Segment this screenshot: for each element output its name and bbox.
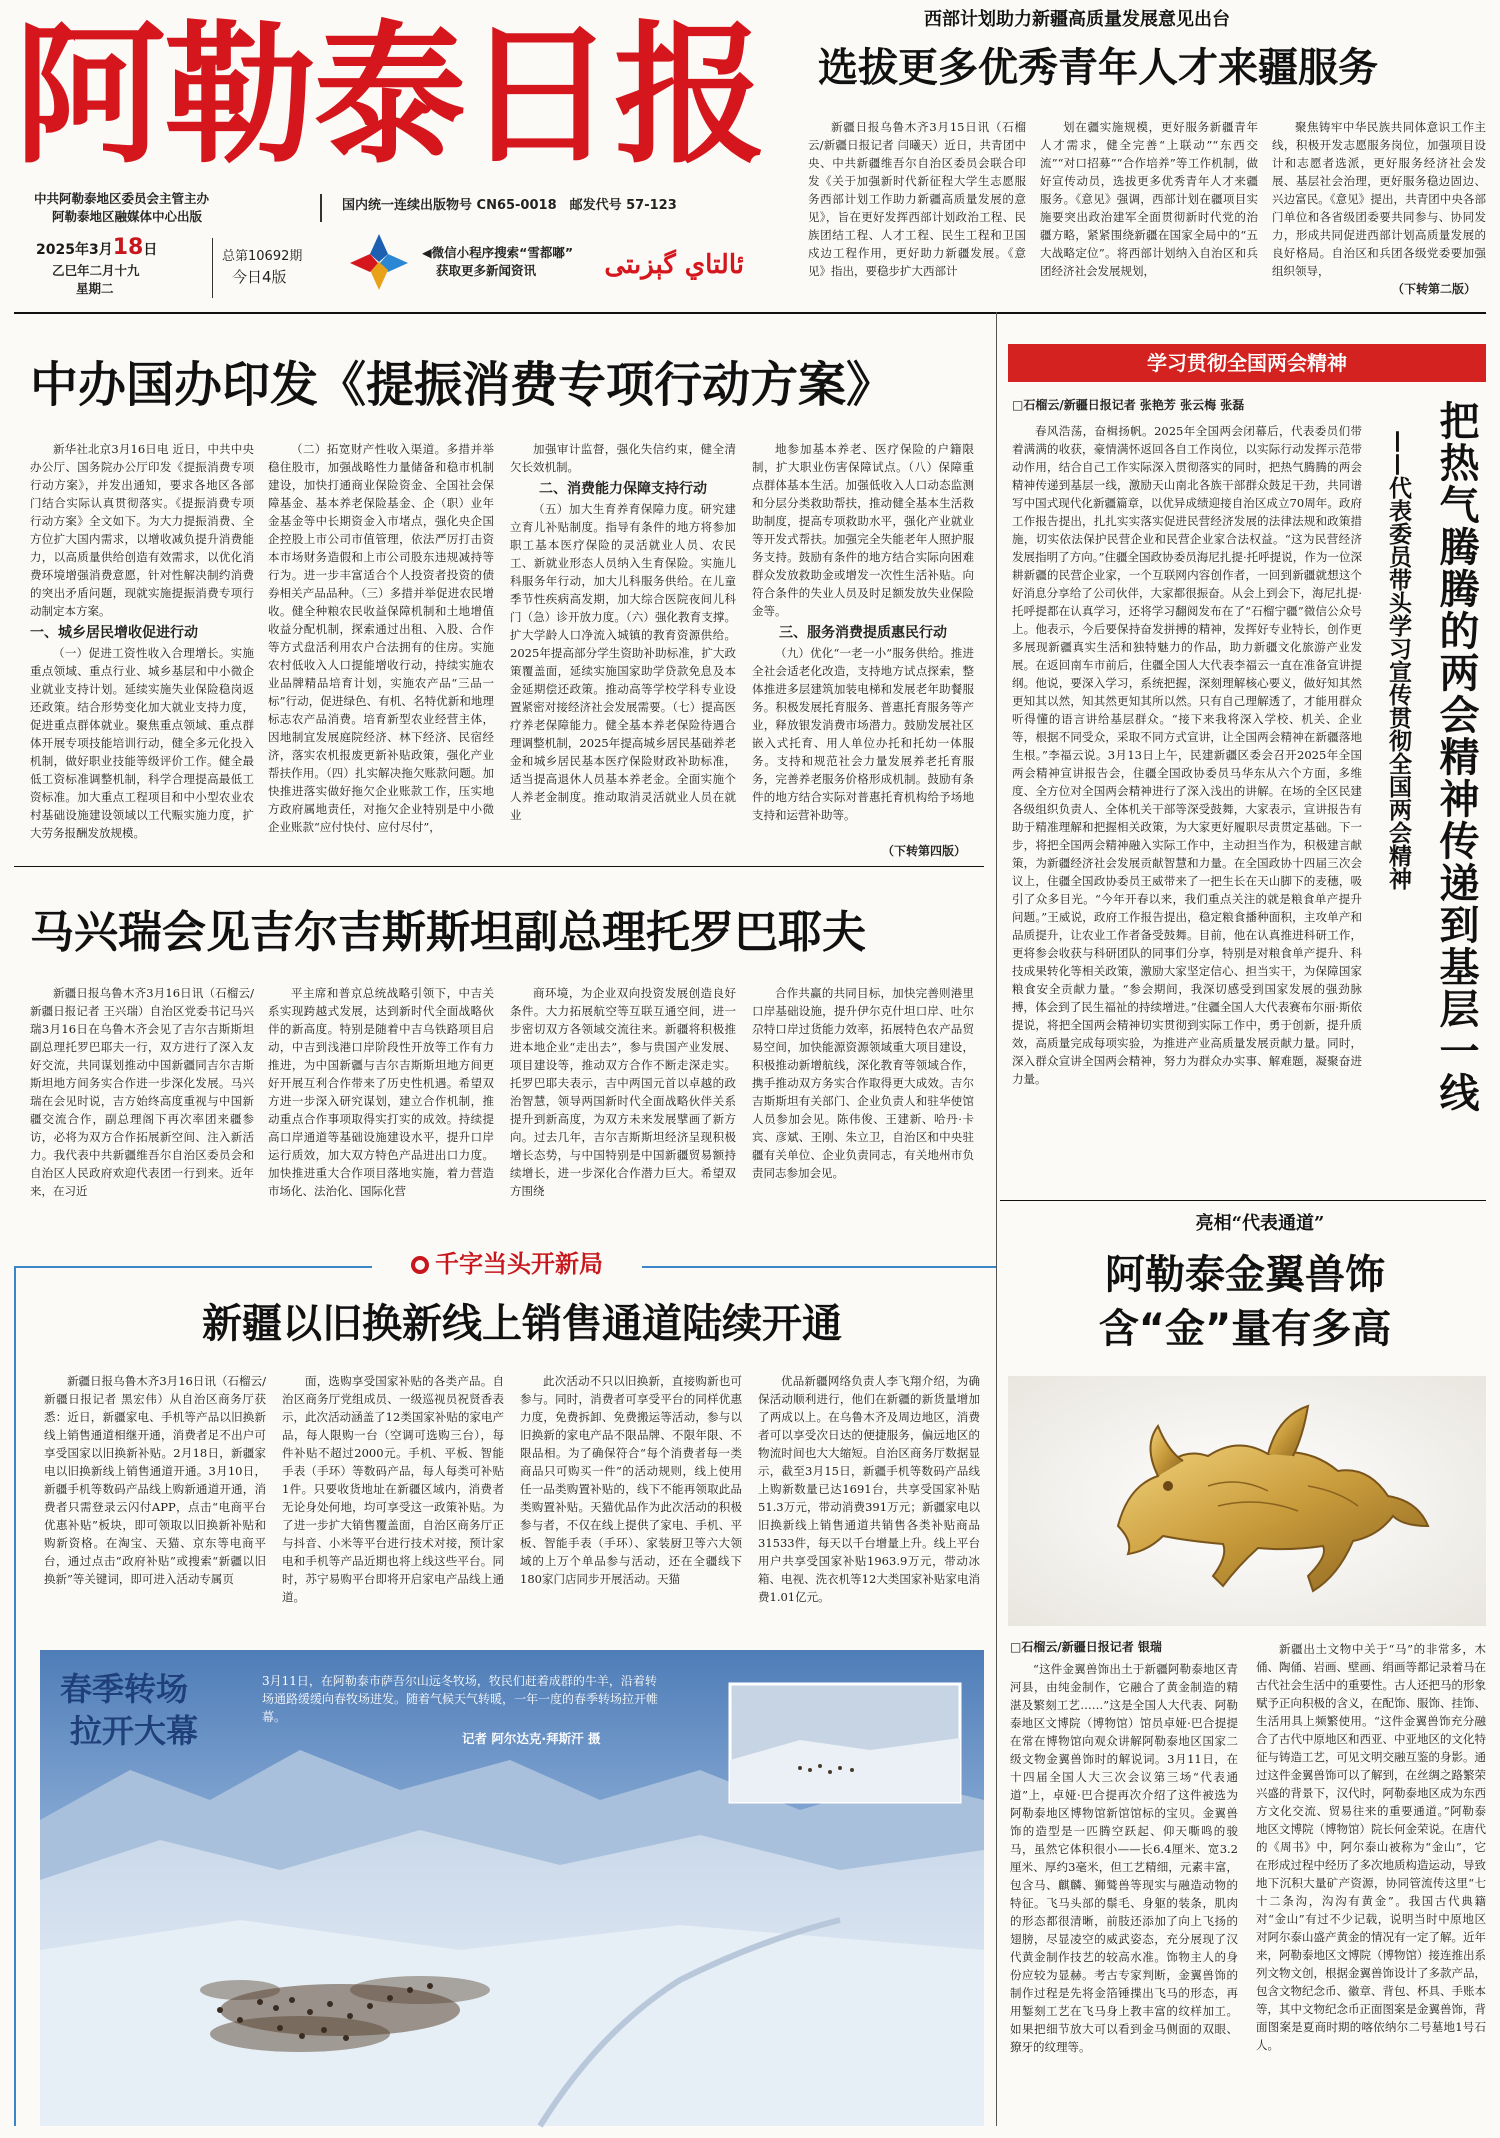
top-story-headline: 选拔更多优秀青年人才来疆服务 xyxy=(818,45,1378,91)
date-line xyxy=(36,235,196,260)
masthead-sponsor: 中共阿勒泰地区委员会主管主办 xyxy=(34,191,210,206)
consumption-col-4: 地参加基本养老、医疗保险的户籍限制，扩大职业伤害保障试点。（八）保障重点群体基本生活。加强低收入人口动态监测和分层分类救助帮扶，推动健全基本生活救助制度，提高专项救助水平，强化产业就业等开发式帮扶。加强完全失能老年人照护服务支持。鼓励有条件的地方结合实际向困难群众发放救助金或增发一次性生活补贴。向符合条件的失业人员及时足额发放失业保险金等。 三、服务消费提质惠民行动 （九）优化“一老一小”服务供给。推进全社会适老化改造，支持地方试点探索，整体推进多层建筑加装电梯和发展老年助餐服务。积极发展托育服务、普惠托育服务等产业，释放银发消费市场潜力。鼓励发展社区嵌入式托育、用人单位办托和托幼一体服务。支持和规范社会力量发展养老托育服务，完善养老服务价格形成机制。鼓励有条件的地方结合实际对普惠托育机构给予场地支持和运营补助等。 xyxy=(752,442,974,822)
online-col-4: 优品新疆网络负责人李飞翔介绍，为确保活动顺利进行，他们在新疆的新货量增加了两成以上。在乌鲁木齐及周边地区，消费者可以享受次日达的便捷服务，偏远地区的物流时间也大大缩短。自治区商务厅数据显示，截至3月15日，新疆手机等数码产品线上购新数量已达1691台，共享受国家补贴51.3万元，带动消费391万元；新疆家电以旧换新线上销售通道共销售各类补贴商品31533件，每天以千台增量上升。线上平台用户共享受国家补贴1963.9万元，带动冰箱、电视、洗衣机等12大类国家补贴家电消费1.01亿元。 xyxy=(758,1374,980,1604)
consumption-jump: （下转第四版） xyxy=(882,844,967,858)
consumption-headline: 中办国办印发《提振消费专项行动方案》 xyxy=(30,357,895,413)
issue-number: 总第10692期 xyxy=(222,249,303,264)
consumption-section-1-heading: 一、城乡居民增收促进行动 xyxy=(30,625,198,641)
top-story-kicker: 西部计划助力新疆高质量发展意见出台 xyxy=(924,9,1230,30)
consumption-col-2: （二）拓宽财产性收入渠道。多措并举稳住股市，加强战略性力量储备和稳市机制建设，加快打通商业保险资金、全国社会保障基金、基本养老保险基金、企（职）业年金基金等中长期资金入市堵点，强化央企国企控股上市公司市值管理，依法严厉打击资本市场财务造假和上市公司股东违规减持等行为。进一步丰富适合个人投资者投资的债券相关产品品种。（三）多措并举促进农民增收。健全种粮农民收益保障机制和土地增值收益分配机制，探索通过出租、入股、合作等方式盘活利用农户合法拥有的住房。实施农村低收入人口提能增收行动，持续实施农业品牌精品培育计划，实施农产品“三品一标”行动，促进绿色、有机、名特优新和地理标志农产品消费。培育新型农业经营主体，因地制宜发展庭院经济、林下经济、民宿经济，落实农机报废更新补贴政策，强化产业帮扶作用。（四）扎实解决拖欠账款问题。加快推进落实做好拖欠企业账款工作，压实地方政府属地责任，对拖欠企业特别是中小微企业账款“应付快付、应付尽付”， xyxy=(268,442,494,834)
two-sessions-byline: □石榴云/新疆日报记者 张艳芳 张云梅 张磊 xyxy=(1012,398,1245,412)
ma-story-headline: 马兴瑞会见吉尔吉斯斯坦副总理托罗巴耶夫 xyxy=(30,907,866,958)
ma-story-col-1: 新疆日报乌鲁木齐3月16日讯（石榴云/新疆日报记者 王兴瑞）自治区党委书记马兴瑞3月16日在乌鲁木齐会见了吉尔吉斯斯坦副总理托罗巴耶夫一行，双方进行了深入友好交流，共同谋划推动中国新疆同吉尔吉斯斯坦地方间务实合作进一步深化发展。马兴瑞在会见时说，吉方始终高度重视与中国新疆交流合作，副总理阁下再次率团来疆参访，必将为双方合作拓展新空间、注入新活力。我代表中共新疆维吾尔自治区委员会和自治区人民政府欢迎代表团一行到来。近年来，在习近 xyxy=(30,986,254,1198)
ma-story-col-3: 商环境，为企业双向投资发展创造良好条件。大力拓展航空等互联互通空间，进一步密切双方各领域交流往来。新疆将积极推进本地企业“走出去”，参与贵国产业发展、项目建设等，推动双方合作不断走深走实。托罗巴耶夫表示，吉中两国元首以卓越的政治智慧，领导两国新时代全面战略伙伴关系提升到新高度，为双方未来发展擘画了新方向。过去几年，吉尔吉斯斯坦经济呈现积极增长态势，与中国特别是中国新疆贸易额持续增长，进一步深化合作潜力巨大。希望双方围绕 xyxy=(510,986,736,1198)
golden-col-2: 新疆出土文物中关于“马”的非常多，木俑、陶俑、岩画、壁画、绢画等都记录着马在古代社会生活中的重要性。古人还把马的形象赋予正向积极的含义，在配饰、服饰、挂饰、生活用具上频繁使用。“这件金翼兽饰充分融合了古代中原地区和西亚、中亚地区的文化特征与铸造工艺，可见文明交融互鉴的身影。通过这件金翼兽饰可以了解到，在丝绸之路繁荣兴盛的背景下，汉代时，阿勒泰地区成为东西方文化交流、贸易往来的重要通道。”阿勒泰地区文博院（博物馆）院长何金荣说。在唐代的《周书》中，阿尔泰山被称为“金山”，它在形成过程中经历了多次地质构造运动，导致地下沉积大量矿产资源，协同管流传这里“七十二条沟，沟沟有黄金”。我国古代典籍对“金山”有过不少记载，说明当时中原地区对阿尔泰山盛产黄金的情况有一定了解。近年来，阿勒泰地区文博院（博物馆）接连推出系列文物文创，根据金翼兽饰设计了多款产品，包含文物纪念币、徽章、背包、杯具、手账本等，其中文物纪念币正面图案是金翼兽饰，背面图案是夏商时期的喀依纳尔二号墓地1号石人。 xyxy=(1256,1642,1486,2052)
online-col-3: 此次活动不只以旧换新，直接购新也可参与。同时，消费者可享受平台的同样优惠力度，免费拆卸、免费搬运等活动，参与以旧换新的家电产品不限品牌、不限年限、不限品相。为了确保符合“每个消费者每一类商品只可购买一件”的活动规则，线上使用任一品类购置补贴的，线下不能再领取此品类购置补贴。天猫优品作为此次活动的积极参与者，不仅在线上提供了家电、手机、平板、智能手表（手环）、家装厨卫等六大领域的上万个单品参与活动，还在全疆线下180家门店同步开展活动。天猫 xyxy=(520,1374,742,1586)
golden-headline-2: 含“金”量有多高 xyxy=(1098,1306,1392,1352)
online-col-2: 面，选购享受国家补贴的各类产品。自治区商务厅党组成员、一级巡视员祝贤香表示，此次活动涵盖了12类国家补贴的家电产品，每人限购一台（空调可选购三台），每件补贴不超过2000元。手机、平板、智能手表（手环）等数码产品，每人每类可补贴1件。只要收货地址在新疆区域内，消费者无论身处何地，均可享受这一政策补贴。为了进一步扩大销售覆盖面，自治区商务厅正与抖音、小米等平台进行技术对接，预计家电和手机等产品近期也将上线这些平台。同时，苏宁易购平台即将开启家电产品线上通道。 xyxy=(282,1374,504,1604)
online-headline: 新疆以旧换新线上销售通道陆续开通 xyxy=(202,1301,842,1347)
two-sessions-banner: 学习贯彻全国两会精神 xyxy=(1008,344,1486,382)
golden-kicker: 亮相“代表通道” xyxy=(1195,1213,1325,1234)
two-sessions-body: 春风浩荡，奋楫扬帆。2025年全国两会闭幕后，代表委员们带着满满的收获，豪情满怀返回各自工作岗位，以实际行动发挥示范带动作用，结合自己工作实际深入贯彻落实的同时，把热气腾腾的两会精神传递到基层一线，激励天山南北各族干部群众鼓足干劲，共同谱写中国式现代化新疆篇章，以优异成绩迎接自治区成立70周年。政府工作报告提出，扎扎实实落实促进民营经济发展的法律法规和政策措施，切实依法保护民营企业和民营企业家合法权益。“这为民营经济发展指明了方向。”住疆全国政协委员海尼扎提·托呼提说，作为一位深耕新疆的民营企业家，一个互联网内容创作者，一回到新疆就想这个好消息分享给了公司伙伴，大家都很振奋。从会上到会下，海尼扎提·托呼提都在认真学习，还将学习翻阅发布在了“石榴宁疆”微信公众号上。他表示，今后要保持奋发拼搏的精神，发挥好专业特长，创作更多展现新疆真实生活和独特魅力的作品，助力新疆文化旅游产业发展。在返回南车市前后，住疆全国人大代表李福云一直在准备宣讲提纲。他说，要深入学习，系统把握，深刻理解核心要义，做好知其然更知其以然，知其然更知其所以然。只有自己理解透了，才能用群众听得懂的语言讲给基层群众。“接下来我将深入学校、机关、企业等，根据不同受众，采取不同方式宣讲，让全国两会精神在新疆落地生根。”李福云说。3月13日上午，民建新疆区委会召开2025年全国两会精神宣讲报告会，住疆全国政协委员马华东从六个方面，多维度、全方位对全国两会精神进行了深入浅出的讲解。在场的全区民建各级组织负责人、全体机关干部等深受鼓舞，大家表示，宣讲报告有助于精准理解和把握相关政策，为大家更好履职尽责贯定基础。下一步，将把全国两会精神融入实际工作中，主动担当作为，积极建言献策，为新疆经济社会发展贡献智慧和力量。在全国政协十四届三次会议上，住疆全国政协委员王威带来了一把生长在天山脚下的麦穗，吸引了众多目光。“今年开春以来，我们重点关注的就是粮食单产提升问题。”王威说，政府工作报告提出，稳定粮食播种面积，主攻单产和品质提升，让农业工作者备受鼓舞。目前，他在认真推进科研工作，更将参会收获与科研团队的同事们分享，特别是对粮食单产提升、科技成果转化等相关政策，激励大家坚定信心、担当实干，为保障国家粮食安全贡献力量。“参会期间，我深切感受到国家发展的强劲脉搏，体会到了民生福祉的持续增进。”住疆全国人大代表赛布尔丽·斯依提说，将把全国两会精神切实贯彻到实际工作中，勇于创新，提升质效，高质量完成每项实验，为推进产业高质量发展贡献力量。同时，深入群众宣讲全国两会精神，努力为群众办实事、解难题，凝聚奋进力量。 xyxy=(1012,424,1362,1086)
page-count: 今日4版 xyxy=(232,268,287,286)
online-col-1: 新疆日报乌鲁木齐3月16日讯（石榴云/新疆日报记者 黑宏伟）从自治区商务厅获悉：近日，新疆家电、手机等产品以旧换新线上销售通道相继开通，消费者足不出户可享受国家以旧换新补贴。2月18日，新疆家电以旧换新线上销售通道开通。3月10日，新疆手机等数码产品线上购新通道开通，消费者只需登录云闪付APP，点击“电商平台优惠补贴”板块，即可领取以旧换新补贴和购新资格。在淘宝、天猫、京东等电商平台，通过点击“政府补贴”或搜索“新疆以旧换新”等关键词，即可进入活动专属页 xyxy=(44,1374,266,1586)
masthead-publisher: 阿勒泰地区融媒体中心出版 xyxy=(52,209,203,224)
ma-story-col-2: 平主席和普京总统战略引领下，中吉关系实现跨越式发展，达到新时代全面战略伙伴的新高度。特别是随着中吉乌铁路项目启动，中吉到浅港口岸阶段性开放等工作有力推进，为中国新疆与吉尔吉斯斯坦地方间更好开展互利合作带来了历史性机遇。希望双方进一步深入研究谋划，建立合作机制，推动重点合作事项取得实打实的成效。持续提高口岸通道等基础设施建设水平，提升口岸运行质效，加大双方特色产品进出口力度。加快推进重大合作项目落地实施，着力营造市场化、法治化、国际化营 xyxy=(268,986,494,1198)
consumption-section-2-heading: 二、消费能力保障支持行动 xyxy=(539,481,707,497)
golden-col-1: “这件金翼兽饰出土于新疆阿勒泰地区青河县，由纯金制作，它融合了黄金制造的精湛及繁刻工艺……”这是全国人大代表、阿勒泰地区文博院（博物馆）馆员卓娅·巴合提提在常在博物馆向观众讲解阿勒泰地区国家二级文物金翼兽饰时的解说词。3月11日，在十四届全国人大三次会议第三场“代表通道”上，卓娅·巴合提再次介绍了这件被选为阿勒泰地区博物馆新馆馆标的宝贝。金翼兽饰的造型是一匹腾空跃起、仰天嘶鸣的骏马，虽然它体积很小——长6.4厘米、宽3.2厘米、厚约3毫米，但工艺精细，元素丰富，包含马、麒麟、狮鹫兽等现实与融造动物的特征。飞马头部的鬃毛、身躯的装条，肌肉的形态都很清晰，前肢还添加了向上飞扬的翅膀，尽显凌空的威武姿态，充分展现了汉代黄金制作技艺的较高水准。饰物主人的身份应较为显赫。考古专家判断，金翼兽饰的制作过程是先将金箔锤揲出飞马的形态，再用錾刻工艺在飞马身上教丰富的纹样加工。如果把细节放大可以看到金马侧面的双眼、獠牙的纹理等。 xyxy=(1010,1662,1238,2054)
golden-beast-photo xyxy=(1008,1376,1486,1626)
top-story-col-3: 聚焦铸牢中华民族共同体意识工作主线，积极开发志愿服务岗位，加强项目设计和志愿者选派，更好服务经济社会发展、基层社会治理，更好服务稳边固边、兴边富民。《意见》提出，共青团中央各部门单位和各省级团委要共同参与、协同发力，形成共同促进西部计划高质量发展的良好格局。自治区和兵团各级党委要加强组织领导， xyxy=(1272,120,1486,278)
golden-headline-1: 阿勒泰金翼兽饰 xyxy=(1105,1252,1385,1298)
photo-title: 春季转场 拉开大幕 xyxy=(60,1670,199,1750)
date-suffix: 日 xyxy=(143,242,158,258)
uyghur-masthead: ئالتاي گېزىتى xyxy=(604,250,744,280)
top-story-col-1: 新疆日报乌鲁木齐3月15日讯（石榴云/新疆日报记者 闫曦天）近日，共青团中央、中共新疆维吾尔自治区委员会联合印发《关于加强新时代新征程大学生志愿服务西部计划工作助力新疆高质量发展的意见》，旨在更好发挥西部计划政治工程、民族团结工程、人才工程、民生工程和卫国戍边工程作用，更好助力新疆发展。《意见》指出，要稳步扩大西部计 xyxy=(808,120,1026,278)
two-sessions-headline: 把热气腾腾的两会精神传递到基层一线 xyxy=(1433,400,1480,1114)
lunar-date: 乙巳年二月十九 xyxy=(52,263,140,278)
consumption-col-1: 新华社北京3月16日电 近日，中共中央办公厅、国务院办公厅印发《提振消费专项行动方案》，并发出通知，要求各地区各部门结合实际认真贯彻落实。《提振消费专项行动方案》全文如下。为大力提振消费、全方位扩大国内需求，以增收减负提升消费能力，以高质量供给创造有效需求，以优化消费环境增强消费意愿，针对性解决制约消费的突出矛盾问题，现就实施提振消费专项行动制定本方案。 一、城乡居民增收促进行动 （一）促进工资性收入合理增长。实施重点领域、重点行业、城乡基层和中小微企业就业支持计划。延续实施失业保险稳岗返还政策。结合形势变化加大就业支持力度，促进重点群体就业。聚焦重点领域、重点群体开展专项技能培训行动，健全多元化投入机制，做好职业技能等级评价工作。健全最低工资标准调整机制，科学合理提高最低工资标准。加大重点工程项目和中小型农业农村基础设施建设领域以工代赈实施力度，扩大劳务报酬发放规模。 xyxy=(30,442,254,840)
weekday: 星期二 xyxy=(76,281,114,296)
wechat-line-1: ◀微信小程序搜索“雪都嘟” xyxy=(422,245,574,260)
consumption-col-3: 加强审计监督，强化失信约束，健全清欠长效机制。 二、消费能力保障支持行动 （五）加大生育养育保障力度。研究建立育儿补贴制度。指导有条件的地方将参加职工基本医疗保险的灵活就业人员、农民工、新就业形态人员纳入生育保险。实施儿科服务年行动，加大儿科服务供给。在儿童季节性疾病高发期，加大综合医院夜间儿科门（急）诊开放力度。（六）强化教育支撑。扩大学龄人口净流入城镇的教育资源供给。2025年提高部分学生资助补助标准，扩大政策覆盖面，延续实施国家助学贷款免息及本金延期偿还政策。推动高等学校学科专业设置紧密对接经济社会发展需要。（七）提高医疗养老保障能力。健全基本养老保险待遇合理调整机制，2025年提高城乡居民基础养老金和城乡居民基本医疗保险财政补助标准，适当提高退休人员基本养老金。全面实施个人养老金制度。推动取消灵活就业人员在就业 xyxy=(510,442,736,822)
top-story-jump: （下转第二版） xyxy=(1392,282,1477,296)
series-tag: 千字当头开新局 xyxy=(372,1244,642,1284)
golden-byline: □石榴云/新疆日报记者 银瑞 xyxy=(1010,1640,1162,1654)
consumption-section-3-heading: 三、服务消费提质惠民行动 xyxy=(779,625,947,641)
ma-story-col-4: 合作共赢的共同目标，加快完善则港里口岸基础设施，提升伊尔克什坦口岸、吐尔尕特口岸过货能力效率，拓展特色农产品贸易空间，加快能源资源领域重大项目建设，积极推动新增航线，深化教育等领域合作，携手推动双方务实合作取得更大成效。吉尔吉斯斯坦有关部门、企业负责人和驻华使馆人员参加会见。陈伟俊、王建新、哈丹·卡宾、彦斌、王刚、朱立卫，自治区和中央驻疆有关单位、企业负责同志，有关地州市负责同志参加会见。 xyxy=(752,986,974,1180)
media-logo-icon xyxy=(348,232,410,292)
cn-number: 国内统一连续出版物号 CN65-0018 邮发代号 57-123 xyxy=(342,198,677,213)
top-story-col-2: 划在疆实施规模，更好服务新疆青年人才需求，健全完善“上联动”“东西交流”“对口招募”“合作培养”等工作机制，做好宣传动员，选拔更多优秀青年人才来疆服务。《意见》强调，西部计划在疆项目实施要突出政治建军全面贯彻新时代党的治疆方略，紧紧围绕新疆在国家全局中的“五大战略定位”。将西部计划纳入自治区和兵团经济社会发展规划， xyxy=(1040,120,1258,278)
photo-credit: 记者 阿尔达克·拜斯汗 摄 xyxy=(462,1731,601,1746)
date-prefix: 2025年3月 xyxy=(36,242,113,258)
two-sessions-subhead: ——代表委员带头学习宣传贯彻全国两会精神 xyxy=(1385,430,1411,890)
masthead-title: 阿勒泰日报 xyxy=(14,5,764,184)
date-day: 18 xyxy=(112,235,144,260)
wechat-line-2: 获取更多新闻资讯 xyxy=(436,263,537,278)
series-tag-circle-icon xyxy=(411,1256,429,1274)
photo-caption: 3月11日，在阿勒泰市萨吾尔山远冬牧场，牧民们赶着成群的牛羊，沿着转场通路缓缓向春牧场进发。随着气候天气转暖，一年一度的春季转场拉开帷幕。 xyxy=(262,1674,659,1724)
